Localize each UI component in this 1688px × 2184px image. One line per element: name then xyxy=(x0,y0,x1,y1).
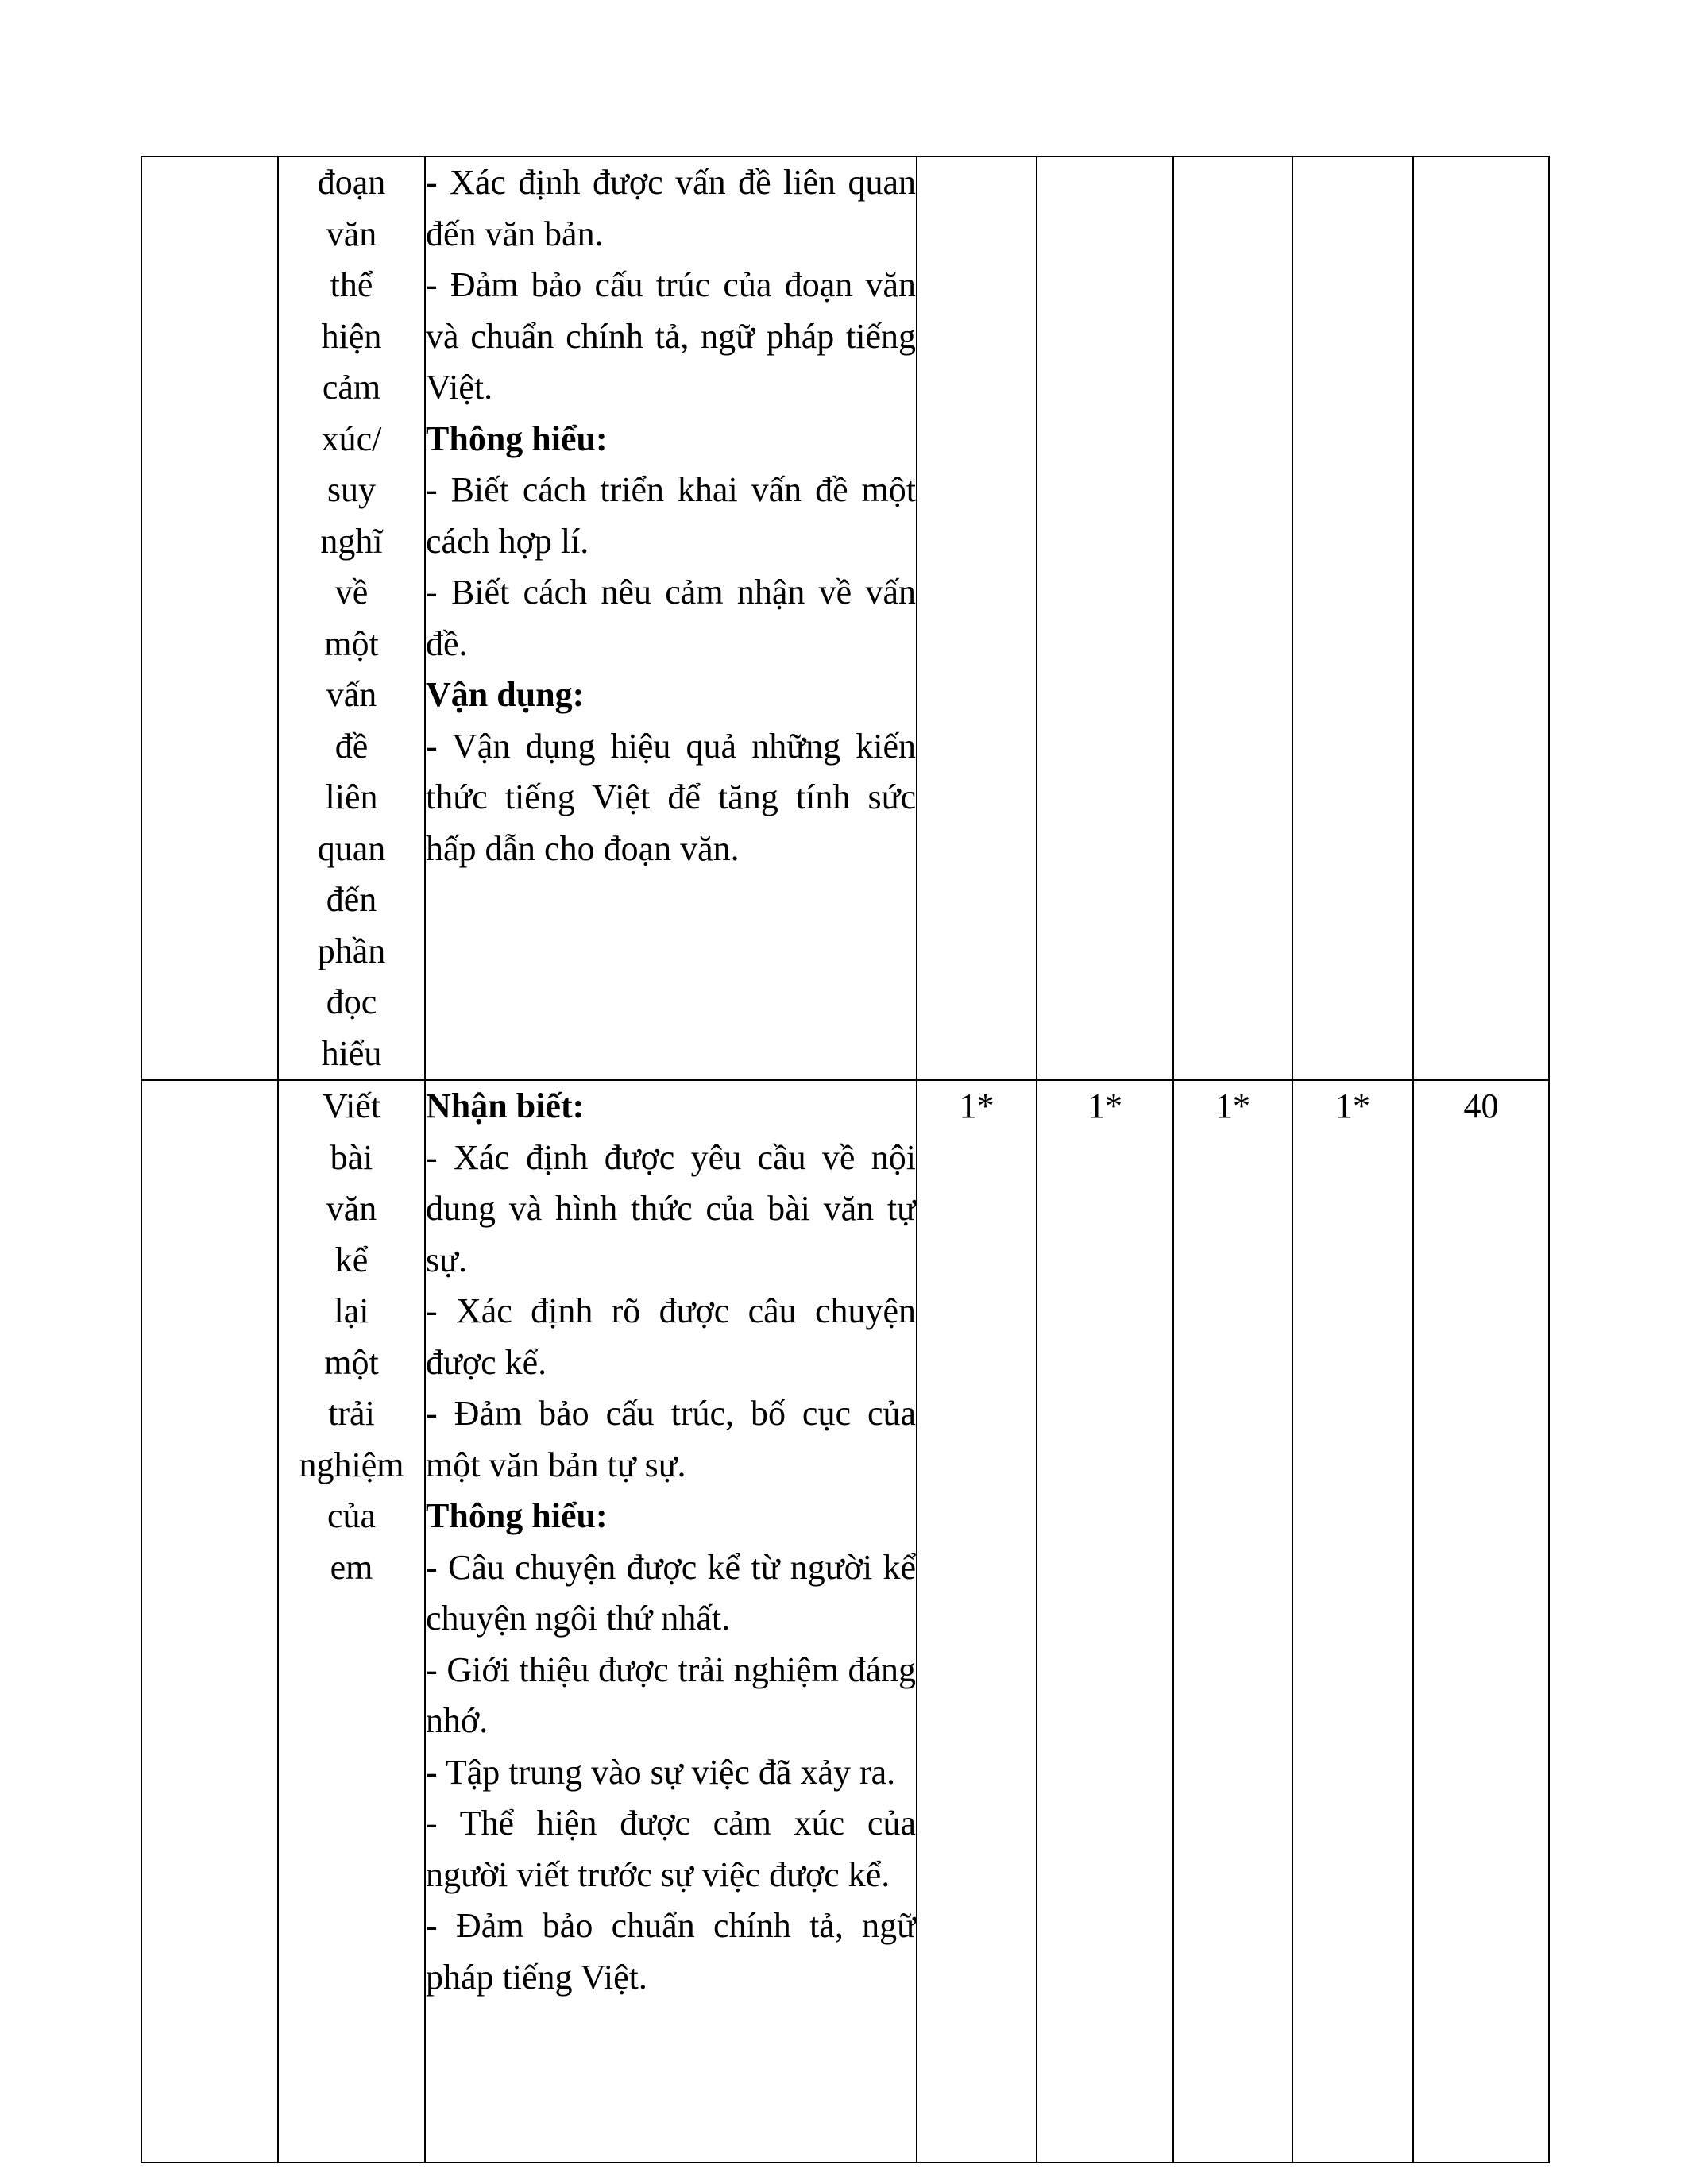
level-heading: Thông hiểu: xyxy=(426,1496,608,1535)
skill-cell xyxy=(141,156,278,1080)
topic-cell: Viết bài văn kể lại một trải nghiệm của em xyxy=(278,1080,425,2163)
count-nhan-biet: 1* xyxy=(917,1080,1037,2163)
desc-line: - Câu chuyện được kể từ người kể chuyện ngôi thứ nhất. xyxy=(426,1547,916,1638)
level-heading: Thông hiểu: xyxy=(426,419,608,458)
score-cell xyxy=(1413,156,1549,1080)
desc-line: - Biết cách nêu cảm nhận về vấn đề. xyxy=(426,573,916,663)
desc-line: - Đảm bảo chuẩn chính tả, ngữ pháp tiếng Việt. xyxy=(426,1906,916,1997)
desc-line: - Đảm bảo cấu trúc của đoạn văn và chuẩn chính tả, ngữ pháp tiếng Việt. xyxy=(426,265,916,407)
desc-line: - Giới thiệu được trải nghiệm đáng nhớ. xyxy=(426,1650,916,1740)
exam-matrix-table xyxy=(141,156,1550,2163)
desc-line: - Đảm bảo cấu trúc, bố cục của một văn bản tự sự. xyxy=(426,1394,916,1484)
desc-line: - Xác định được vấn đề liên quan đến văn bản. xyxy=(426,163,916,253)
level-heading: Nhận biết: xyxy=(426,1086,585,1125)
count-van-dung: 1* xyxy=(1173,1080,1292,2163)
count-thong-hieu: 1* xyxy=(1037,1080,1173,2163)
desc-line: - Xác định rõ được câu chuyện được kể. xyxy=(426,1291,916,1382)
description-cell xyxy=(425,156,917,1080)
table-row xyxy=(141,156,1549,1080)
description-cell xyxy=(425,1080,917,2163)
desc-line: - Xác định được yêu cầu về nội dung và hình thức của bài văn tự sự. xyxy=(426,1137,916,1279)
table-row xyxy=(141,1080,1549,2163)
skill-cell xyxy=(141,1080,278,2163)
score-cell: 40 xyxy=(1413,1080,1549,2163)
desc-line: - Thể hiện được cảm xúc của người viết trước sự việc được kể. xyxy=(426,1804,916,1894)
desc-line: - Vận dụng hiệu quả những kiến thức tiếng Việt để tăng tính sức hấp dẫn cho đoạn văn. xyxy=(426,726,916,868)
count-thong-hieu xyxy=(1037,156,1173,1080)
level-heading: Vận dụng: xyxy=(426,675,585,714)
topic-cell: đoạn văn thể hiện cảm xúc/ suy nghĩ về một vấn đề liên quan đến phần đọc hiểu xyxy=(278,156,425,1080)
count-nhan-biet xyxy=(917,156,1037,1080)
desc-line: - Biết cách triển khai vấn đề một cách hợp lí. xyxy=(426,470,916,561)
desc-line: - Tập trung vào sự việc đã xảy ra. xyxy=(426,1752,896,1792)
count-van-dung xyxy=(1173,156,1292,1080)
count-van-dung-cao: 1* xyxy=(1292,1080,1413,2163)
count-van-dung-cao xyxy=(1292,156,1413,1080)
